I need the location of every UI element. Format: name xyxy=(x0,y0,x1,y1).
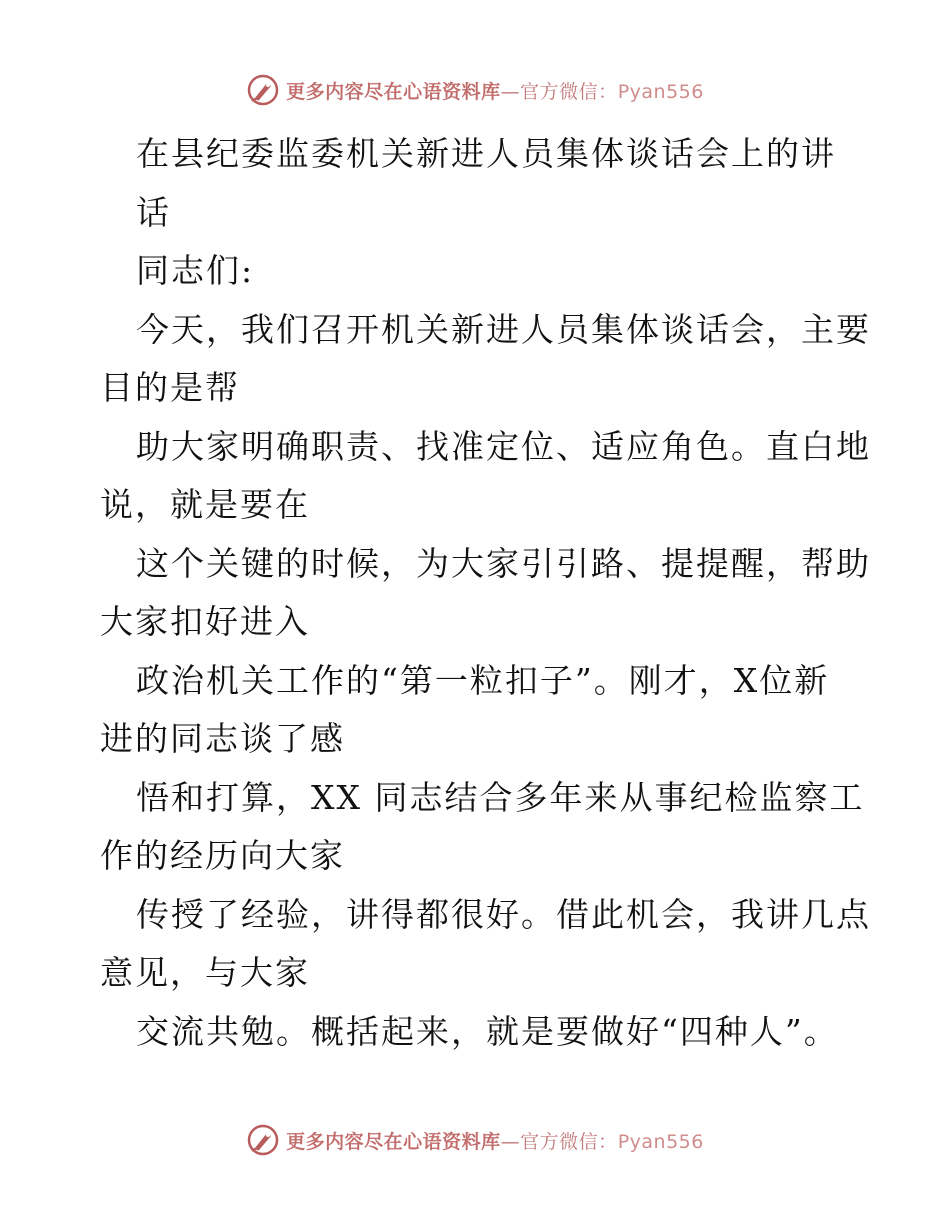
watermark-separator: — xyxy=(500,1130,521,1153)
pen-nib-logo-icon xyxy=(246,1123,280,1157)
watermark-site-text: 更多内容尽在心语资料库 xyxy=(286,1130,501,1153)
header-watermark xyxy=(0,70,950,110)
watermark-wechat-id: Pyan556 xyxy=(617,80,704,103)
document-line: 政治机关工作的“第一粒扣子”。刚才，X位新 xyxy=(136,660,830,700)
watermark-text xyxy=(286,77,704,104)
document-line: 说，就是要在 xyxy=(100,485,310,524)
document-body xyxy=(100,125,871,1061)
document-line: 话 xyxy=(136,192,171,232)
document-line: 同志们: xyxy=(136,251,255,290)
document-line: 今天，我们召开机关新进人员集体谈话会，主要 xyxy=(136,309,871,349)
document-line: 目的是帮 xyxy=(100,368,240,407)
document-line: 传授了经验，讲得都很好。借此机会，我讲几点 xyxy=(136,894,871,934)
document-line: 助大家明确职责、找准定位、适应角色。直白地 xyxy=(136,426,871,466)
document-line: 悟和打算，XX 同志结合多年来从事纪检监察工 xyxy=(136,777,865,817)
document-line: 在县纪委监委机关新进人员集体谈话会上的讲 xyxy=(136,134,836,173)
footer-watermark xyxy=(0,1120,950,1160)
watermark-wechat-label: 官方微信： xyxy=(520,80,618,103)
document-line: 这个关键的时候，为大家引引路、提提醒，帮助 xyxy=(136,543,871,583)
document-line: 进的同志谈了感 xyxy=(100,719,345,758)
document-line: 意见，与大家 xyxy=(100,953,310,992)
watermark-wechat-label: 官方微信： xyxy=(520,1130,618,1153)
watermark-wechat-id: Pyan556 xyxy=(617,1130,704,1153)
watermark-text xyxy=(286,1127,704,1154)
watermark-site-text: 更多内容尽在心语资料库 xyxy=(286,80,501,103)
document-line: 作的经历向大家 xyxy=(100,836,345,875)
pen-nib-logo-icon xyxy=(246,73,280,107)
document-line: 交流共勉。概括起来，就是要做好“四种人”。 xyxy=(136,1011,839,1051)
watermark-separator: — xyxy=(500,80,521,103)
document-line: 大家扣好进入 xyxy=(100,602,310,641)
